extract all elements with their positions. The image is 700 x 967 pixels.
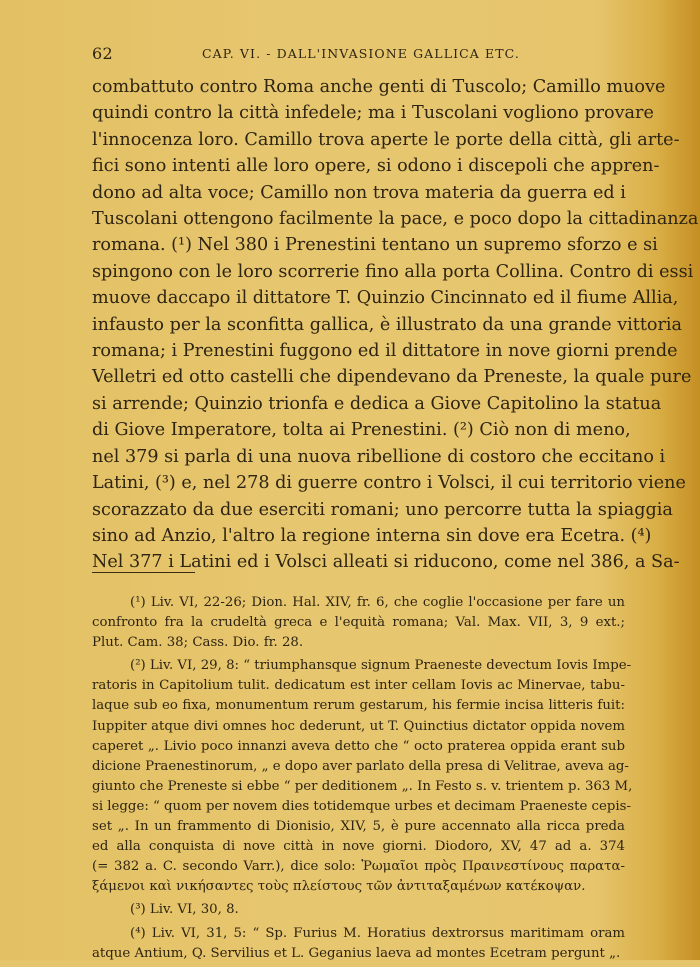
text-line: infausto per la sconfitta gallica, è illustrato da una grande vittoria xyxy=(92,314,683,335)
text-line: Velletri ed otto castelli che dipendevano da Preneste, la quale pure xyxy=(92,367,692,388)
footnote-line: Iuppiter atque divi omnes hoc dederunt, ut T. Quinctius dictator oppida novem xyxy=(92,718,625,734)
text-line: muove daccapo il dittatore T. Quinzio Cincinnato ed il fiume Allia, xyxy=(92,288,679,309)
footnote-line: confronto fra la crudeltà greca e l'equità romana; Val. Max. VII, 3, 9 ext.; xyxy=(92,615,625,631)
text-line: combattuto contro Roma anche genti di Tuscolo; Camillo muove xyxy=(92,77,666,97)
footnotes xyxy=(92,593,633,967)
footnote-divider xyxy=(92,572,195,573)
footnote-line: laque sub eo fixa, monumentum rerum gestarum, his fermie incisa litteris fuit: xyxy=(92,698,625,714)
text-line: romana. (¹) Nel 380 i Prenestini tentano un supremo sforzo e si xyxy=(92,235,658,256)
text-line: scorazzato da due eserciti romani; uno percorre tutta la spiaggia xyxy=(92,499,673,520)
text-line: Latini, (³) e, nel 278 di guerre contro i Volsci, il cui territorio viene xyxy=(92,473,686,494)
footnote-line: set „. In un frammento di Dionisio, XIV, 5, è pure accennato alla ricca preda xyxy=(92,819,625,835)
text-line: Nel 377 i Latini ed i Volsci alleati si riducono, come nel 386, a Sa- xyxy=(92,552,680,573)
footnote-line: (= 382 a. C. secondo Varr.), dice solo: Ῥωμαῖοι πρὸς Πραινεστίνους παρατα- xyxy=(92,859,625,875)
text-line: romana; i Prenestini fuggono ed il dittatore in nove giorni prende xyxy=(92,341,678,362)
footnote-line: ratoris in Capitolium tulit. dedicatum est inter cellam Iovis ac Minervae, tabu- xyxy=(92,678,625,694)
text-line: fici sono intenti alle loro opere, si odono i discepoli che appren- xyxy=(92,156,660,177)
footnote-line: Plut. Cam. 38; Cass. Dio. fr. 28. xyxy=(92,635,304,651)
footnote-line: (³) Liv. VI, 30, 8. xyxy=(130,902,239,918)
footnote-line: giunto che Preneste si ebbe “ per deditionem „. In Festo s. v. trientem p. 363 M, xyxy=(92,778,633,794)
text-line: sino ad Anzio, l'altro la regione interna sin dove era Ecetra. (⁴) xyxy=(92,525,652,546)
footnote-line: ed alla conquista di nove città in nove giorni. Diodoro, XV, 47 ad a. 374 xyxy=(92,839,625,855)
text-line: spingono con le loro scorrerie fino alla porta Collina. Contro di essi xyxy=(92,261,694,282)
footnote-3 xyxy=(92,900,625,920)
text-line: dono ad alta voce; Camillo non trova materia da guerra ed i xyxy=(92,182,626,203)
footnote-line: (²) Liv. VI, 29, 8: “ triumphansque signum Praeneste devectum Iovis Impe- xyxy=(130,658,632,674)
text-line: di Giove Imperatore, tolta ai Prenestini. (²) Ciò non di meno, xyxy=(92,420,631,441)
text-line: si arrende; Quinzio trionfa e dedica a Giove Capitolino la statua xyxy=(92,393,662,414)
page-number: 62 xyxy=(92,44,113,63)
text-line: quindi contro la città infedele; ma i Tuscolani vogliono provare xyxy=(92,103,654,124)
footnote-line: ξάμενοι καὶ νικήσαντες τοὺς πλείστους τῶν ἀντιταξαμένων κατέκοψαν. xyxy=(92,879,586,895)
text-line: nel 379 si parla di una nuova ribellione di costoro che eccitano i xyxy=(92,446,666,467)
footnote-line: caperet „. Livio poco innanzi aveva detto che “ octo praterea oppida erant sub xyxy=(92,738,625,754)
text-line: Tuscolani ottengono facilmente la pace, e poco dopo la cittadinanza xyxy=(92,209,699,230)
footnote-4 xyxy=(92,924,625,964)
footnote-line: (⁴) Liv. VI, 31, 5: “ Sp. Furius M. Horatius dextrorsus maritimam oram xyxy=(130,925,625,941)
footnote-line: atque Antium, Q. Servilius et L. Geganius laeva ad montes Ecetram pergunt „. xyxy=(92,945,621,961)
footnote-1 xyxy=(92,593,625,653)
footnote-line: (¹) Liv. VI, 22-26; Dion. Hal. XIV, fr. 6, che coglie l'occasione per fare un xyxy=(130,595,625,610)
running-head: CAP. VI. - DALL'INVASIONE GALLICA ETC. xyxy=(202,46,520,61)
text-line: l'innocenza loro. Camillo trova aperte le porte della città, gli arte- xyxy=(92,129,680,150)
footnote-line: dicione Praenestinorum, „ e dopo aver parlato della presa di Velitrae, aveva ag- xyxy=(92,758,629,774)
main-text xyxy=(92,74,699,576)
footnote-line: si legge: “ quom per novem dies totidemque urbes et decimam Praeneste cepis- xyxy=(92,798,631,814)
footnote-2 xyxy=(92,656,633,897)
